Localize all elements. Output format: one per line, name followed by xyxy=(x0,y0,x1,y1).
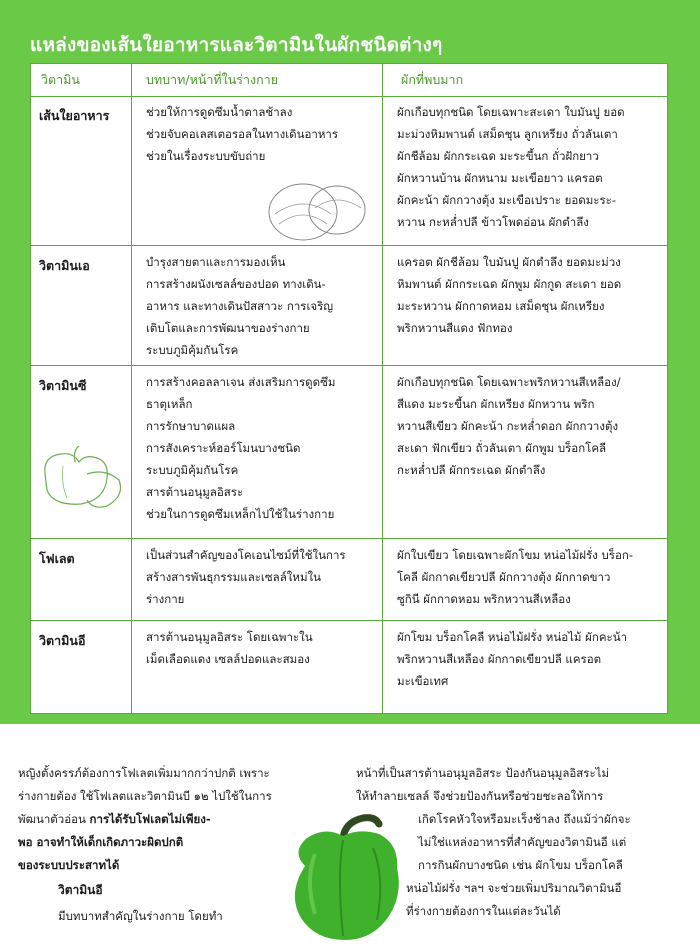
veg-line: ผักคะน้า ผักกวางตุ้ง มะเขือเปราะ ยอดมะระ- xyxy=(397,193,617,207)
row-divider xyxy=(31,538,667,539)
article-left-last xyxy=(58,905,223,928)
article-line: ของระบบประสาทได้ xyxy=(18,858,120,872)
row-vegetables-folate xyxy=(397,544,633,610)
row-vegetables-vitamin-a xyxy=(397,251,621,339)
role-line: ร่างกาย xyxy=(146,592,185,606)
article-line: พอ อาจทำให้เด็กเกิดภาวะผิดปกติ xyxy=(18,835,184,849)
veg-line: โคลี ผักกาดเขียวปลี ผักกวางตุ้ง ผักกาดขาว xyxy=(397,570,611,584)
row-divider xyxy=(31,620,667,621)
row-name-folate: โฟเลต xyxy=(39,551,75,566)
veg-line: สีแดง มะระขี้นก ผักเหรียง ผักหวาน พริก xyxy=(397,397,595,411)
veg-line: มะม่วงหิมพานต์ เสม็ดชุน ลูกเหรียง ถั่วลันเตา xyxy=(397,127,618,141)
role-line: การสร้างคอลลาเจน ส่งเสริมการดูดซึม xyxy=(146,375,336,389)
column-divider xyxy=(131,64,132,713)
article-bold-phrase: การได้รับโฟเลตไม่เพียง- xyxy=(89,812,211,826)
article-line: หน่อไม้ฝรั่ง ฯลฯ จะช่วยเพิ่มปริมาณวิตามินอี xyxy=(406,881,622,895)
article-line: ที่ร่างกายต้องการในแต่ละวันได้ xyxy=(406,904,561,918)
article-line: หน้าที่เป็นสารต้านอนุมูลอิสระ ป้องกันอนุมูลอิสระไม่ xyxy=(356,766,610,780)
veg-line: หิมพานต์ ผักกระเฉด ผักพูม ผักกูด สะเดา ยอด xyxy=(397,277,622,291)
veg-line: ผักโขม บร็อกโคลี หน่อไม้ฝรั่ง หน่อไม้ ผักคะน้า xyxy=(397,630,628,644)
veg-line: หวาน กะหล่ำปลี ข้าวโพดอ่อน ผักตำลึง xyxy=(397,215,589,229)
veg-line: พริกหวานสีแดง ฟักทอง xyxy=(397,321,513,335)
row-vegetables-vitamin-c xyxy=(397,371,621,481)
role-line: บำรุงสายตาและการมองเห็น xyxy=(146,255,286,269)
article-line: เกิดโรคหัวใจหรือมะเร็งช้าลง ถึงแม้ว่าผักจะ xyxy=(418,812,631,826)
role-line: เป็นส่วนสำคัญของโคเอนไซม์ที่ใช้ในการ xyxy=(146,548,346,562)
role-line: ช่วยในการดูดซึมเหล็กไปใช้ในร่างกาย xyxy=(146,507,335,521)
article-text: พัฒนาตัวอ่อน xyxy=(18,812,86,826)
veg-line: ซูกินี ผักกาดหอม พริกหวานสีเหลือง xyxy=(397,592,571,606)
veg-line: พริกหวานสีเหลือง ผักกาดเขียวปลี แครอต xyxy=(397,652,602,666)
row-role-fiber xyxy=(146,101,338,167)
role-line: สร้างสารพันธุกรรมและเซลล์ใหม่ใน xyxy=(146,570,321,584)
article-line: มีบทบาทสำคัญในร่างกาย โดยทำ xyxy=(58,909,223,923)
veg-line: ผักชีล้อม ผักกระเฉด มะระขี้นก ถั่วฝักยาว xyxy=(397,149,599,163)
bell-pepper-illustration-icon xyxy=(35,444,127,514)
role-line: สารต้านอนุมูลอิสระ โดยเฉพาะใน xyxy=(146,630,313,644)
veg-line: ผักหวานบ้าน ผักหนาม มะเขือยาว แครอต xyxy=(397,171,603,185)
role-line: ระบบภูมิคุ้มกันโรค xyxy=(146,463,239,477)
veg-line: มะเขือเทศ xyxy=(397,674,449,688)
row-role-vitamin-a xyxy=(146,251,333,361)
row-role-vitamin-e xyxy=(146,626,313,670)
row-name-vitamin-e: วิตามินอี xyxy=(39,633,86,648)
article-line: ไม่ใช่แหล่งอาหารที่สำคัญของวิตามินอี แต่ xyxy=(418,835,627,849)
veg-line: ผักเกือบทุกชนิด โดยเฉพาะสะเดา ใบมันปู ยอด xyxy=(397,105,625,119)
header-vitamin: วิตามิน xyxy=(41,72,80,87)
row-name-vitamin-c: วิตามินซี xyxy=(39,378,87,393)
row-name-vitamin-a: วิตามินเอ xyxy=(39,258,90,273)
role-line: อาหาร และทางเดินปัสสาวะ การเจริญ xyxy=(146,299,334,313)
role-line: ธาตุเหล็ก xyxy=(146,397,193,411)
column-divider xyxy=(382,64,383,713)
section-heading-vitamin-e: วิตามินอี xyxy=(58,883,103,897)
veg-line: มะระหวาน ผักกาดหอม เสม็ดชุน ผักเหรียง xyxy=(397,299,605,313)
row-name-fiber: เส้นใยอาหาร xyxy=(39,108,110,123)
coconut-illustration-icon xyxy=(265,172,370,242)
veg-line: สะเดา ฟักเขียว ถั่วลันเตา ผักพูม บร็อกโคลี xyxy=(397,441,607,455)
role-line: การสร้างผนังเซลล์ของปอด ทางเดิน- xyxy=(146,277,326,291)
article-line: ให้ทำลายเซลล์ จึงช่วยป้องกันหรือช่วยชะลอให้การ xyxy=(356,789,604,803)
veg-line: ผักเกือบทุกชนิด โดยเฉพาะพริกหวานสีเหลือง/ xyxy=(397,375,621,389)
article-line xyxy=(18,808,272,831)
article-line: การกินผักบางชนิด เช่น ผักโขม บร็อกโคลี xyxy=(418,858,623,872)
table-header xyxy=(31,64,667,96)
row-vegetables-fiber xyxy=(397,101,625,233)
role-line: การรักษาบาดแผล xyxy=(146,419,236,433)
row-vegetables-vitamin-e xyxy=(397,626,627,692)
role-line: ช่วยให้การดูดซึมน้ำตาลช้าลง xyxy=(146,105,293,119)
row-divider xyxy=(31,96,667,97)
veg-line: หวานสีเขียว ผักคะน้า กะหล่ำดอก ผักกวางตุ้ง xyxy=(397,419,619,433)
role-line: ระบบภูมิคุ้มกันโรค xyxy=(146,343,239,357)
role-line: ช่วยในเรื่องระบบขับถ่าย xyxy=(146,149,266,163)
role-line: เม็ดเลือดแดง เซลล์ปอดและสมอง xyxy=(146,652,310,666)
role-line: สารต้านอนุมูลอิสระ xyxy=(146,485,244,499)
nutrient-table xyxy=(30,63,668,714)
header-role: บทบาท/หน้าที่ในร่างกาย xyxy=(146,72,279,87)
role-line: ช่วยจับคอเลสเตอรอลในทางเดินอาหาร xyxy=(146,127,339,141)
role-line: การสังเคราะห์ฮอร์โมนบางชนิด xyxy=(146,441,301,455)
veg-line: ผักใบเขียว โดยเฉพาะผักโขม หน่อไม้ฝรั่ง บร็อก- xyxy=(397,548,633,562)
article-line: หญิงตั้งครรภ์ต้องการโฟเลตเพิ่มมากกว่าปกติ เพราะ xyxy=(18,766,270,780)
article-left-column xyxy=(18,762,272,877)
page-title: แหล่งของเส้นใยอาหารและวิตามินในผักชนิดต่างๆ xyxy=(30,34,443,56)
row-role-folate xyxy=(146,544,346,610)
article-right-column xyxy=(356,762,631,923)
header-vegetables: ผักที่พบมาก xyxy=(401,72,464,87)
row-divider xyxy=(31,365,667,366)
role-line: เติบโตและการพัฒนาของร่างกาย xyxy=(146,321,310,335)
veg-line: แครอต ผักชีล้อม ใบมันปู ผักตำลึง ยอดมะม่วง xyxy=(397,255,621,269)
article-line: ร่างกายต้อง ใช้โฟเลตและวิตามินบี ๑๒ ไปใช้ในการ xyxy=(18,789,272,803)
veg-line: กะหล่ำปลี ผักกระเฉด ผักตำลึง xyxy=(397,463,546,477)
row-role-vitamin-c xyxy=(146,371,335,525)
row-divider xyxy=(31,245,667,246)
